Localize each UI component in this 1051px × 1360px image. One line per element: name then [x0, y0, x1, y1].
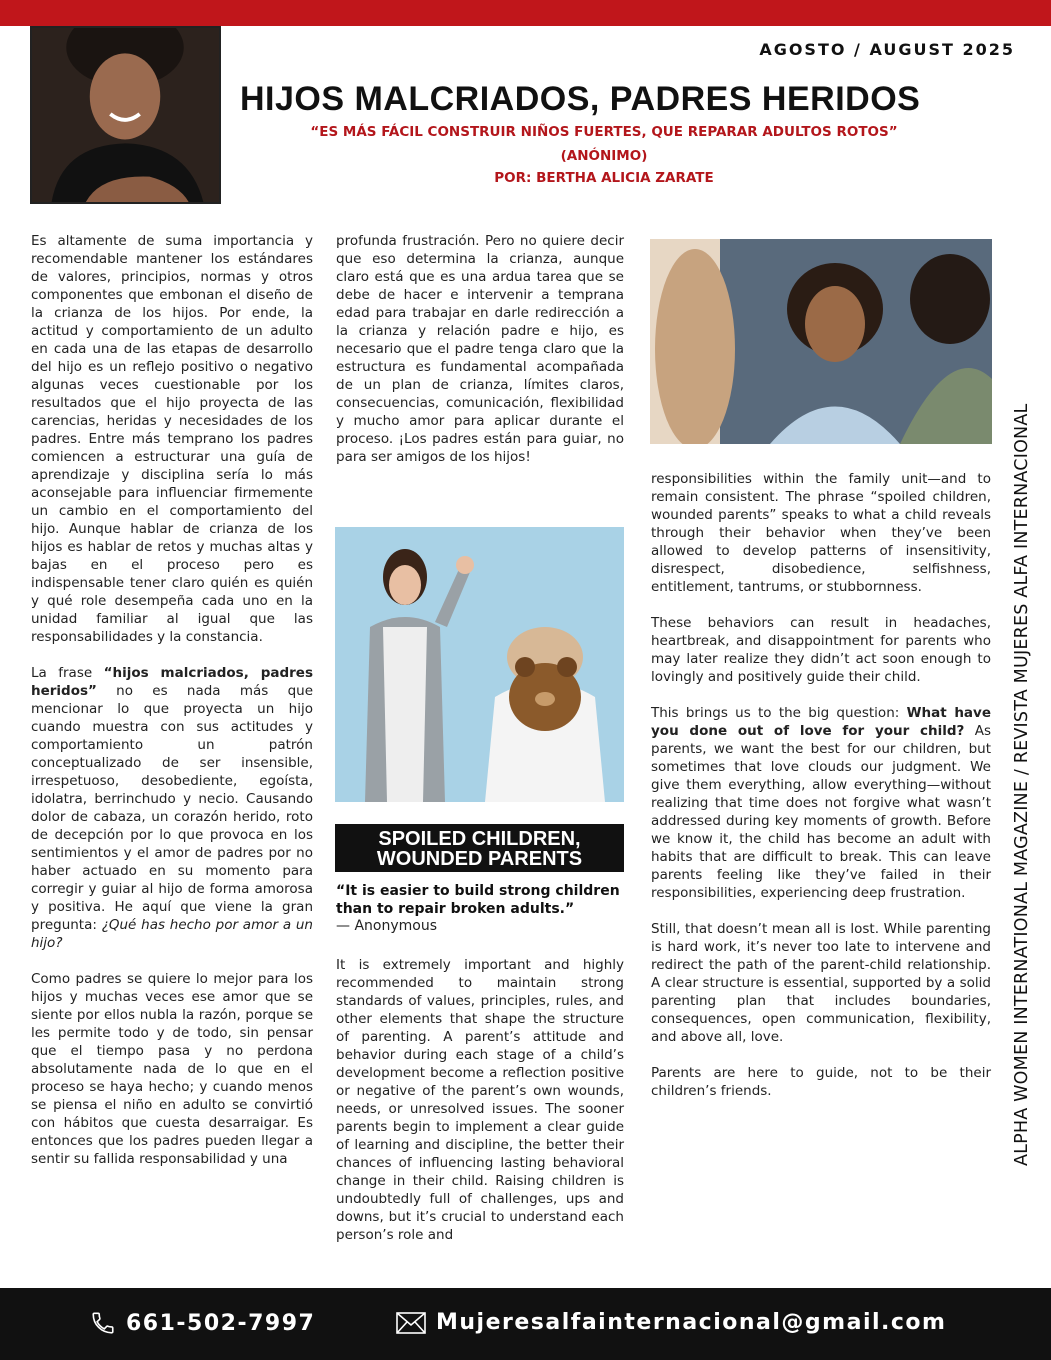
footer-phone[interactable] [90, 1310, 315, 1336]
mother-child-photo [335, 527, 624, 802]
byline: POR: BERTHA ALICIA ZARATE [494, 170, 714, 186]
paragraph: La frase “hijos malcriados, padres heridos” no es nada más que mencionar lo que proyecta un hijo cuando muestra con sus actitudes y comportamiento un patrón conceptualizado de ser insensible, irrespetuoso, desobediente, egoísta, idolatra, berrinchudo y necio. Causando dolor de cabaza, un corazón herido, roto de decepción por lo que provoca en los sentimientos y el amor de padres por no haber actuado en su momento para corregir y guiar al hijo de forma amorosa y positiva. He aquí que viene la gran pregunta: ¿Qué has hecho por amor a un hijo? [31, 665, 313, 951]
article-column-es [31, 232, 313, 1186]
english-quote: “It is easier to build strong children than to repair broken adults.” [336, 883, 620, 917]
paragraph: It is extremely important and highly recommended to maintain strong standards of values, principles, rules, and other elements that shape the structure of parenting. A parent’s attitude and behavior during each stage of a child’s development become a reflection positive or negative of the parent’s own wounds, needs, or unresolved issues. The sooner parents begin to implement a clear guide of learning and discipline, the better their chances of influencing lasting behavioral change in their child. Raising children is undoubtedly full of challenges, ups and downs, but it’s crucial to understand each person’s role and [336, 957, 624, 1243]
paragraph: Parents are here to guide, not to be their children’s friends. [651, 1065, 991, 1099]
paragraph: responsibilities within the family unit—and to remain consistent. The phrase “spoiled children, wounded parents” speaks to what a child reveals through their behavior when they’ve been allowed to develop patterns of insensitivity, disrespect, disobedience, selfishness, entitlement, tantrums, or stubbornness. [651, 471, 991, 595]
top-accent-bar [0, 0, 1051, 26]
girl-photo [650, 239, 992, 444]
article-title: HIJOS MALCRIADOS, PADRES HERIDOS [240, 80, 921, 118]
paragraph: Still, that doesn’t mean all is lost. While parenting is hard work, it’s never too late to intervene and redirect the path of the parent-child relationship. A clear structure is essential, supported by a solid parenting plan that includes boundaries, consequences, open communication, flexibility, and above all, love. [651, 921, 991, 1045]
email-address: Mujeresalfainternacional@gmail.com [436, 1310, 947, 1335]
paragraph: This brings us to the big question: What have you done out of love for your child? As parents, we want the best for our children, but sometimes that love clouds our judgment. We give them everything, allow everything—without realizing that time does not forgive what wasn’t addressed during key moments of growth. Before we know it, the child has become an adult with habits that are difficult to break. This can leave parents feeling like they’ve failed in their responsibilities, experiencing deep frustration. [651, 705, 992, 901]
article-column-en [336, 956, 624, 1262]
phone-icon [90, 1310, 116, 1336]
issue-date: AGOSTO / AUGUST 2025 [759, 40, 1015, 59]
footer-email[interactable] [396, 1310, 946, 1335]
english-quote-attribution: — Anonymous [336, 918, 437, 934]
highlight-phrase: “hijos malcriados, padres heridos” [31, 665, 313, 699]
article-column-en-cont [651, 470, 991, 1118]
key-question: What have you done out of love for your child? [651, 705, 991, 739]
article-column-es-cont [336, 232, 624, 484]
magazine-vertical-title: ALPHA WOMEN INTERNATIONAL MAGAZINE / REVISTA MUJERES ALFA INTERNACIONAL [1012, 403, 1032, 1166]
mail-icon [396, 1312, 426, 1334]
header-quote-attribution: (ANÓNIMO) [560, 148, 648, 164]
paragraph: Como padres se quiere lo mejor para los hijos y muchas veces ese amor que se siente por ellos nubla la razón, porque se les permite todo y de todo, sin pensar que el tiempo pasa y no perdona absolutamente nada de lo que en el proceso se haya hecho; y cuando menos se piensa el niño en adulto se convirtió con hábitos que cuesta desarraigar. Es entonces que los padres pueden llegar a sentir su fallida responsabilidad y una [31, 971, 313, 1167]
footer [0, 1288, 1051, 1360]
phone-number: 661-502-7997 [126, 1310, 316, 1336]
key-question: ¿Qué has hecho por amor a un hijo? [31, 917, 313, 951]
author-photo [30, 26, 221, 204]
paragraph: Es altamente de suma importancia y recomendable mantener los estándares de valores, principios, normas y otros componentes que embonan el diseño de la crianza de los hijos. Por ende, la actitud y comportamiento de un adulto en cada una de las etapas de desarrollo del hijo es un reflejo positivo o negativo algunas veces cuestionable por los resultados que el hijo proyecta de las carencias, heridas y necesidades de los padres. Entre más temprano los padres comiencen a estructurar una guía de aprendizaje y disciplina sería lo más aconsejable para influenciar firmemente un cambio en el comportamiento del hijo. Aunque hablar de crianza de los hijos es hablar de retos y muchas altas y bajas en el proceso pero es indispensable tener claro quién es quién y qué role desempeña cada uno en la unidad familiar al igual que las responsabilidades y la constancia. [31, 233, 313, 645]
english-section-banner: SPOILED CHILDREN, WOUNDED PARENTS [335, 824, 624, 872]
header-quote: “ES MÁS FÁCIL CONSTRUIR NIÑOS FUERTES, QUE REPARAR ADULTOS ROTOS” [310, 124, 898, 140]
paragraph: profunda frustración. Pero no quiere decir que eso determina la crianza, aunque claro está que es una ardua tarea que se debe de hacer e intervenir a temprana edad para trabajar en darle redirección a la crianza y relación padre e hijo, es necesario que el padre tenga claro que la estructura es fundamental acompañada de un plan de crianza, límites claros, consecuencias, comunicación, flexibilidad y mucho amor para aplicar durante el proceso. ¡Los padres están para guiar, no para ser amigos de los hijos! [336, 233, 624, 465]
paragraph: These behaviors can result in headaches, heartbreak, and disappointment for parents who may later realize they didn’t act soon enough to lovingly and positively guide their child. [651, 615, 991, 685]
